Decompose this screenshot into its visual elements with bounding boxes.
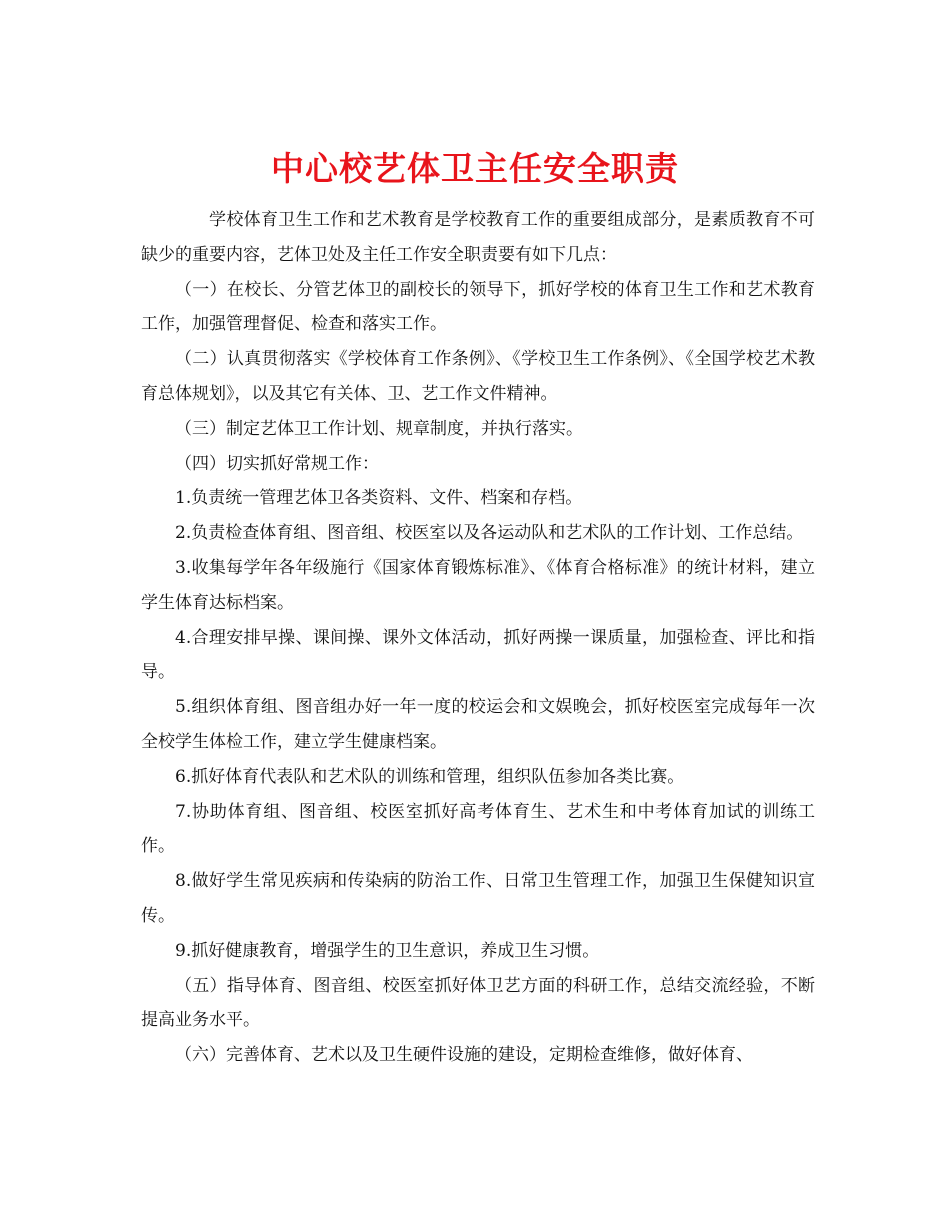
item-1-paragraph: 1.负责统一管理艺体卫各类资料、文件、档案和存档。: [175, 488, 583, 509]
section-5-paragraph: （五）指导体育、图音组、校医室抓好体卫艺方面的科研工作，总结交流经验，不断提高业务水平。: [141, 975, 815, 1031]
item-7-paragraph: 7.协助体育组、图音组、校医室抓好高考体育生、艺术生和中考体育加试的训练工作。: [141, 801, 815, 857]
item-8-paragraph: 8.做好学生常见疾病和传染病的防治工作、日常卫生管理工作，加强卫生保健知识宣传。: [141, 871, 815, 926]
section-3-paragraph: （三）制定艺体卫工作计划、规章制度，并执行落实。: [175, 418, 583, 439]
intro-paragraph: 学校体育卫生工作和艺术教育是学校教育工作的重要组成部分，是素质教育不可缺少的重要内容，艺体卫处及主任工作安全职责要有如下几点：: [141, 210, 815, 265]
item-5-paragraph: 5.组织体育组、图音组办好一年一度的校运会和文娱晚会，抓好校医室完成每年一次全校学生体检工作，建立学生健康档案。: [141, 697, 815, 752]
item-6-paragraph: 6.抓好体育代表队和艺术队的训练和管理，组织队伍参加各类比赛。: [175, 766, 685, 787]
item-2-paragraph: 2.负责检查体育组、图音组、校医室以及各运动队和艺术队的工作计划、工作总结。: [175, 523, 804, 544]
section-6-paragraph: （六）完善体育、艺术以及卫生硬件设施的建设，定期检查维修，做好体育、: [175, 1045, 753, 1066]
item-9-paragraph: 9.抓好健康教育，增强学生的卫生意识，养成卫生习惯。: [175, 940, 600, 961]
document-title: 中心校艺体卫主任安全职责: [271, 149, 679, 189]
item-3-paragraph: 3.收集每学年各年级施行《国家体育锻炼标准》、《体育合格标准》的统计材料，建立学生体育达标档案。: [141, 557, 815, 613]
section-4-paragraph: （四）切实抓好常规工作：: [175, 453, 379, 474]
section-2-paragraph: （二）认真贯彻落实《学校体育工作条例》、《学校卫生工作条例》、《全国学校艺术教育总体规划》，以及其它有关体、卫、艺工作文件精神。: [141, 349, 815, 404]
document-body: [141, 203, 815, 1073]
item-4-paragraph: 4.合理安排早操、课间操、课外文体活动，抓好两操一课质量，加强检查、评比和指导。: [141, 627, 815, 683]
section-1-paragraph: （一）在校长、分管艺体卫的副校长的领导下，抓好学校的体育卫生工作和艺术教育工作，加强管理督促、检查和落实工作。: [141, 279, 815, 335]
